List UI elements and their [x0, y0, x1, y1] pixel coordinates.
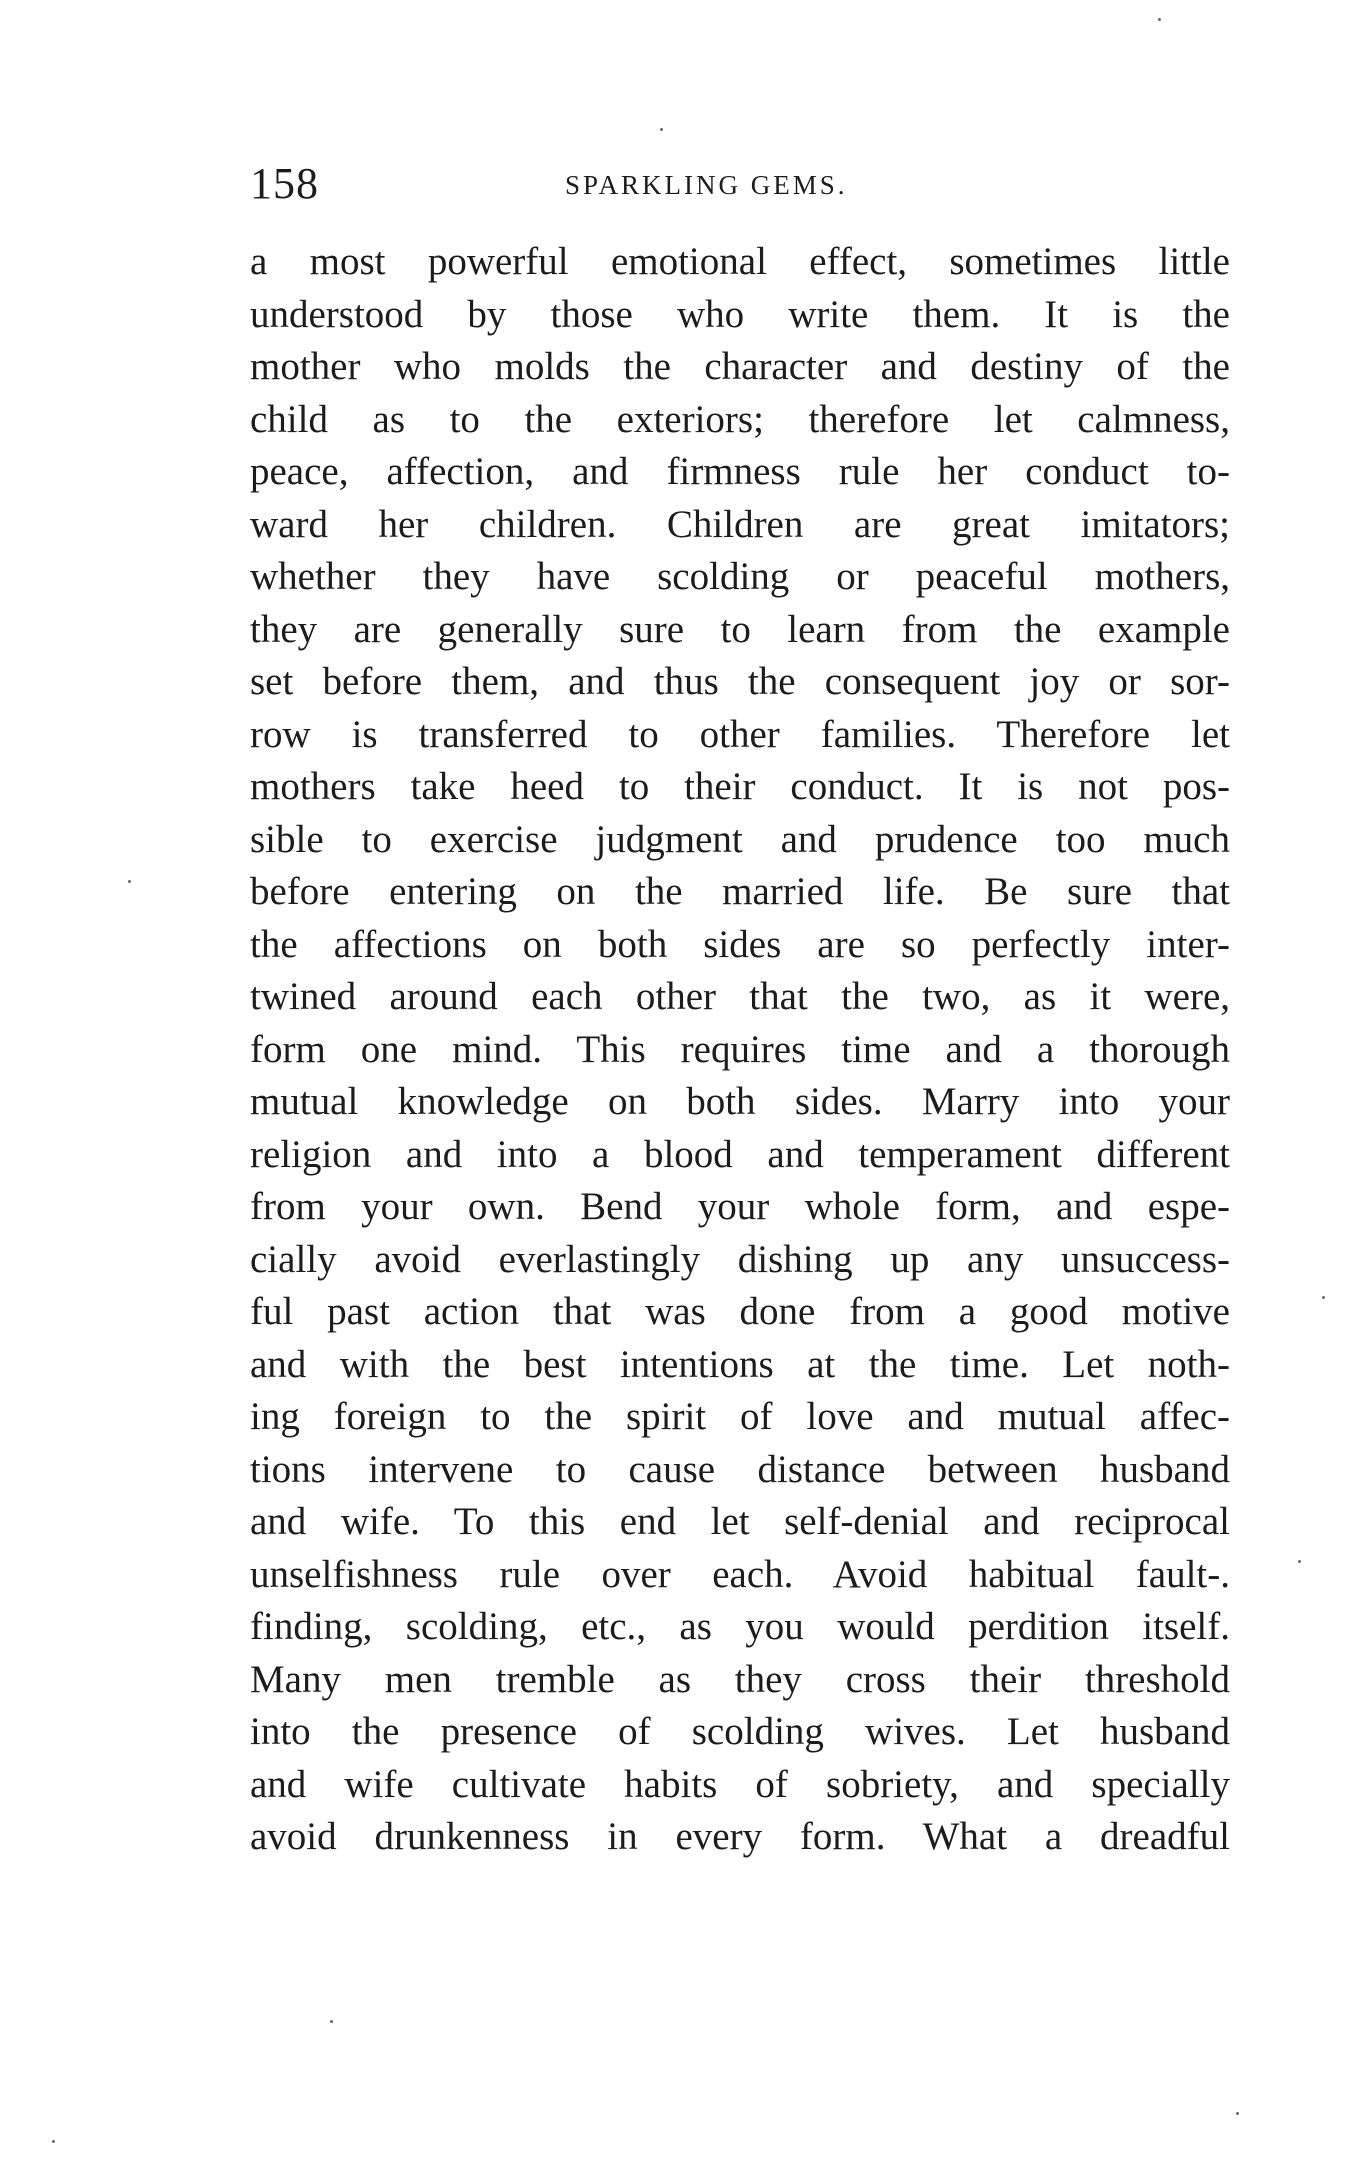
- scan-speck: [1322, 1296, 1325, 1299]
- scan-speck: [1158, 18, 1161, 21]
- text-line: a most powerful emotional effect, sometimes little: [250, 240, 1230, 283]
- scan-speck: [1298, 1560, 1301, 1563]
- text-line: mothers take heed to their conduct. It is not pos-: [250, 765, 1230, 808]
- text-line: and wife cultivate habits of sobriety, and specially: [250, 1762, 1230, 1806]
- text-line: and wife. To this end let self-denial and reciprocal: [250, 1500, 1230, 1543]
- page-number: 158: [250, 159, 319, 208]
- text-line: ward her children. Children are great imitators;: [250, 502, 1230, 546]
- text-line: tions intervene to cause distance between husband: [250, 1447, 1230, 1491]
- scan-speck: [330, 2020, 333, 2023]
- text-line: they are generally sure to learn from the example: [250, 607, 1230, 651]
- text-line: unselfishness rule over each. Avoid habitual fault-.: [250, 1552, 1230, 1596]
- text-line: set before them, and thus the consequent joy or sor-: [250, 660, 1230, 703]
- scan-speck: [1236, 2112, 1239, 2115]
- text-line: ing foreign to the spirit of love and mutual affec-: [250, 1395, 1230, 1438]
- text-line: before entering on the married life. Be sure that: [250, 870, 1230, 913]
- text-line: Many men tremble as they cross their threshold: [250, 1657, 1230, 1701]
- text-line: twined around each other that the two, as it were,: [250, 975, 1230, 1018]
- text-line: sible to exercise judgment and prudence too much: [250, 817, 1230, 861]
- text-line: row is transferred to other families. Therefore let: [250, 712, 1230, 756]
- scan-speck: [660, 128, 663, 131]
- scan-speck: [128, 880, 131, 883]
- scan-speck: [52, 2140, 55, 2143]
- page-header: [250, 158, 1250, 218]
- text-line: from your own. Bend your whole form, and espe-: [250, 1185, 1230, 1228]
- text-line: avoid drunkenness in every form. What a dreadful: [250, 1815, 1230, 1858]
- text-line: ful past action that was done from a good motive: [250, 1290, 1230, 1333]
- text-line: and with the best intentions at the time. Let noth-: [250, 1342, 1230, 1386]
- running-head: SPARKLING GEMS.: [565, 170, 848, 200]
- text-line: peace, affection, and firmness rule her conduct to-: [250, 450, 1230, 493]
- text-line: religion and into a blood and temperament different: [250, 1132, 1230, 1176]
- text-line: the affections on both sides are so perfectly inter-: [250, 922, 1230, 966]
- text-line: understood by those who write them. It is the: [250, 292, 1230, 336]
- text-line: mutual knowledge on both sides. Marry into your: [250, 1080, 1230, 1123]
- text-line: child as to the exteriors; therefore let calmness,: [250, 397, 1230, 441]
- text-line: finding, scolding, etc., as you would perdition itself.: [250, 1605, 1230, 1648]
- text-line: whether they have scolding or peaceful mothers,: [250, 555, 1230, 598]
- text-line: mother who molds the character and destiny of the: [250, 345, 1230, 388]
- text-line: into the presence of scolding wives. Let husband: [250, 1710, 1230, 1753]
- text-line: cially avoid everlastingly dishing up any unsuccess-: [250, 1237, 1230, 1281]
- body-text: [250, 236, 1230, 1864]
- text-line: form one mind. This requires time and a thorough: [250, 1027, 1230, 1071]
